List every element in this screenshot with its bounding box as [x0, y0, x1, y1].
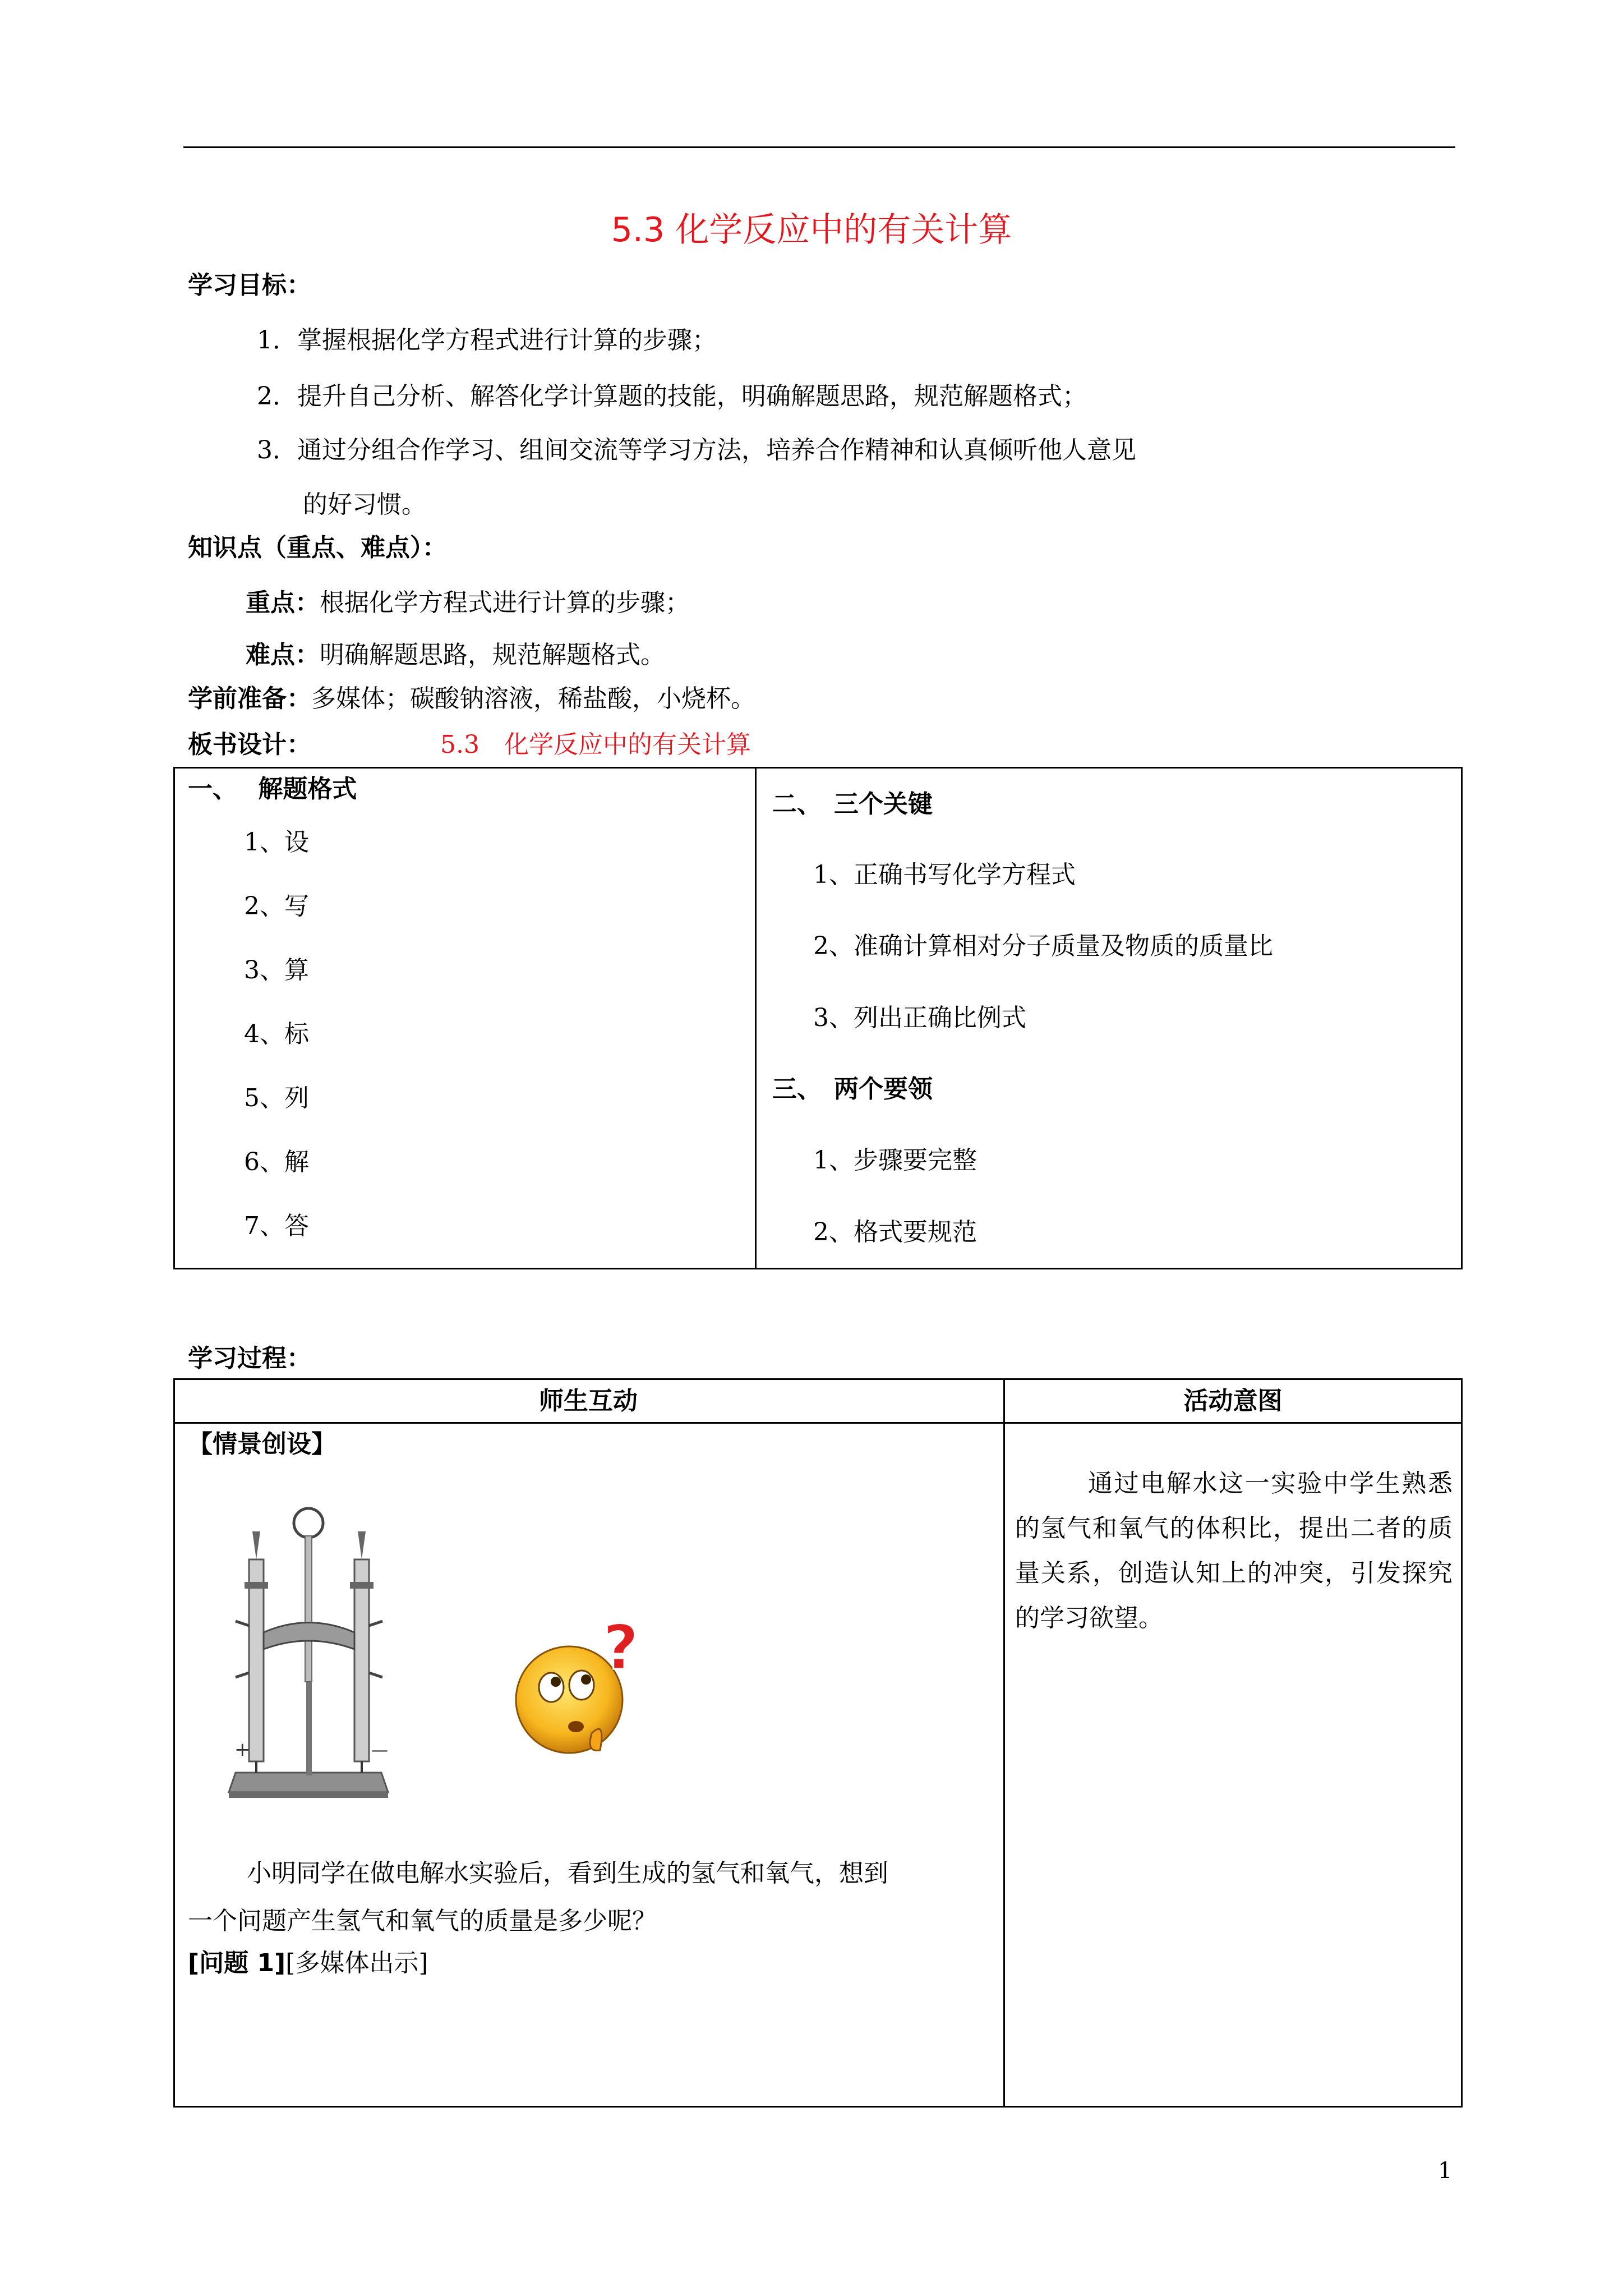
board-step-5: 5、列 — [244, 1084, 309, 1112]
difficulty-label: 难点： — [246, 641, 320, 669]
board-right-heading-2: 三、 两个要领 — [772, 1075, 933, 1103]
board-key-2: 2、准确计算相对分子质量及物质的质量比 — [813, 932, 1273, 960]
board-key-1: 1、正确书写化学方程式 — [813, 861, 1076, 889]
goals-heading: 学习目标： — [188, 271, 311, 300]
process-col1-header: 师生互动 — [539, 1387, 638, 1415]
key-point-text: 根据化学方程式进行计算的步骤； — [320, 588, 690, 617]
key-point-label: 重点： — [246, 588, 320, 617]
board-key-3: 3、列出正确比例式 — [813, 1004, 1026, 1032]
emoji-right-eye — [569, 1671, 594, 1700]
emoji-question-mark: ? — [603, 1616, 639, 1683]
board-divider — [755, 767, 757, 1269]
process-header-rule — [173, 1422, 1463, 1424]
right-stopcock — [350, 1582, 374, 1589]
header-rule — [183, 146, 1455, 148]
prep-label: 学前准备： — [188, 684, 311, 713]
goal-2: 2．提升自己分析、解答化学计算题的技能，明确解题思路，规范解题格式； — [257, 382, 1087, 411]
prep — [188, 684, 755, 713]
knowledge-heading: 知识点（重点、难点）： — [188, 533, 447, 562]
board-essential-2: 2、格式要规范 — [813, 1218, 977, 1246]
board-title: 5.3 化学反应中的有关计算 — [440, 730, 751, 759]
prep-text: 多媒体；碳酸钠溶液，稀盐酸，小烧杯。 — [311, 684, 755, 713]
left-clamp-lower — [236, 1673, 249, 1677]
left-tube — [249, 1559, 264, 1761]
board-essential-1: 1、步骤要完整 — [813, 1146, 977, 1175]
process-column-divider — [1003, 1378, 1005, 2108]
activity-intent-text: 通过电解水这一实验中学生熟悉的氢气和氧气的体积比，提出二者的质量关系，创造认知上的冲突，引发探究的学习欲望。 — [1015, 1469, 1453, 1632]
scene-text-line-1: 小明同学在做电解水实验后，看到生成的氢气和氧气，想到 — [247, 1859, 888, 1888]
question-1-text: [多媒体出示] — [285, 1949, 428, 1977]
emoji-left-eye — [539, 1673, 564, 1702]
emoji-left-pupil — [551, 1677, 561, 1687]
emoji-right-pupil — [581, 1674, 591, 1685]
page-number: 1 — [1438, 2158, 1453, 2184]
board-right-heading-1: 二、 三个关键 — [772, 790, 933, 818]
key-point — [246, 588, 690, 617]
process-col2-header: 活动意图 — [1183, 1387, 1283, 1415]
apparatus-minus-label: — — [371, 1741, 388, 1760]
scene-text-line-2: 一个问题产生氢气和氧气的质量是多少呢？ — [188, 1907, 657, 1935]
funnel-bulb — [294, 1508, 323, 1538]
board-step-1: 1、设 — [244, 828, 309, 857]
goal-1: 1．掌握根据化学方程式进行计算的步骤； — [257, 326, 717, 355]
board-left-heading: 一、 解题格式 — [188, 775, 357, 803]
board-step-7: 7、答 — [244, 1212, 309, 1240]
right-tube — [354, 1559, 369, 1761]
goal-3: 3．通过分组合作学习、组间交流等学习方法，培养合作精神和认真倾听他人意见 — [257, 436, 1136, 464]
funnel-tube — [305, 1536, 312, 1682]
apparatus-plus-label: + — [234, 1738, 251, 1761]
question-1 — [188, 1951, 428, 1976]
emoji-mouth — [568, 1721, 584, 1732]
board-step-3: 3、算 — [244, 956, 309, 984]
question-1-label: [问题 1] — [188, 1949, 286, 1977]
right-clamp-upper — [369, 1621, 382, 1626]
board-step-2: 2、写 — [244, 892, 309, 921]
difficulty — [246, 643, 665, 668]
page-title: 5.3 化学反应中的有关计算 — [611, 210, 1012, 250]
apparatus-base-edge — [229, 1792, 388, 1798]
difficulty-text: 明确解题思路，规范解题格式。 — [320, 641, 665, 669]
left-stopcock-tip — [252, 1531, 260, 1559]
emoji-hand — [590, 1729, 602, 1750]
electrolysis-apparatus-illustration — [224, 1492, 393, 1806]
scene-heading: 【情景创设】 — [188, 1430, 336, 1458]
left-stopcock — [245, 1582, 268, 1589]
thinking-emoji-illustration — [508, 1616, 653, 1773]
board-step-4: 4、标 — [244, 1020, 309, 1048]
right-clamp-lower — [369, 1673, 382, 1677]
left-clamp-upper — [236, 1621, 249, 1626]
process-label: 学习过程： — [188, 1344, 311, 1373]
board-step-6: 6、解 — [244, 1148, 309, 1176]
apparatus-base — [229, 1773, 388, 1792]
board-label: 板书设计： — [188, 730, 311, 759]
right-stopcock-tip — [358, 1531, 366, 1559]
goal-3-cont: 的好习惯。 — [303, 490, 426, 519]
